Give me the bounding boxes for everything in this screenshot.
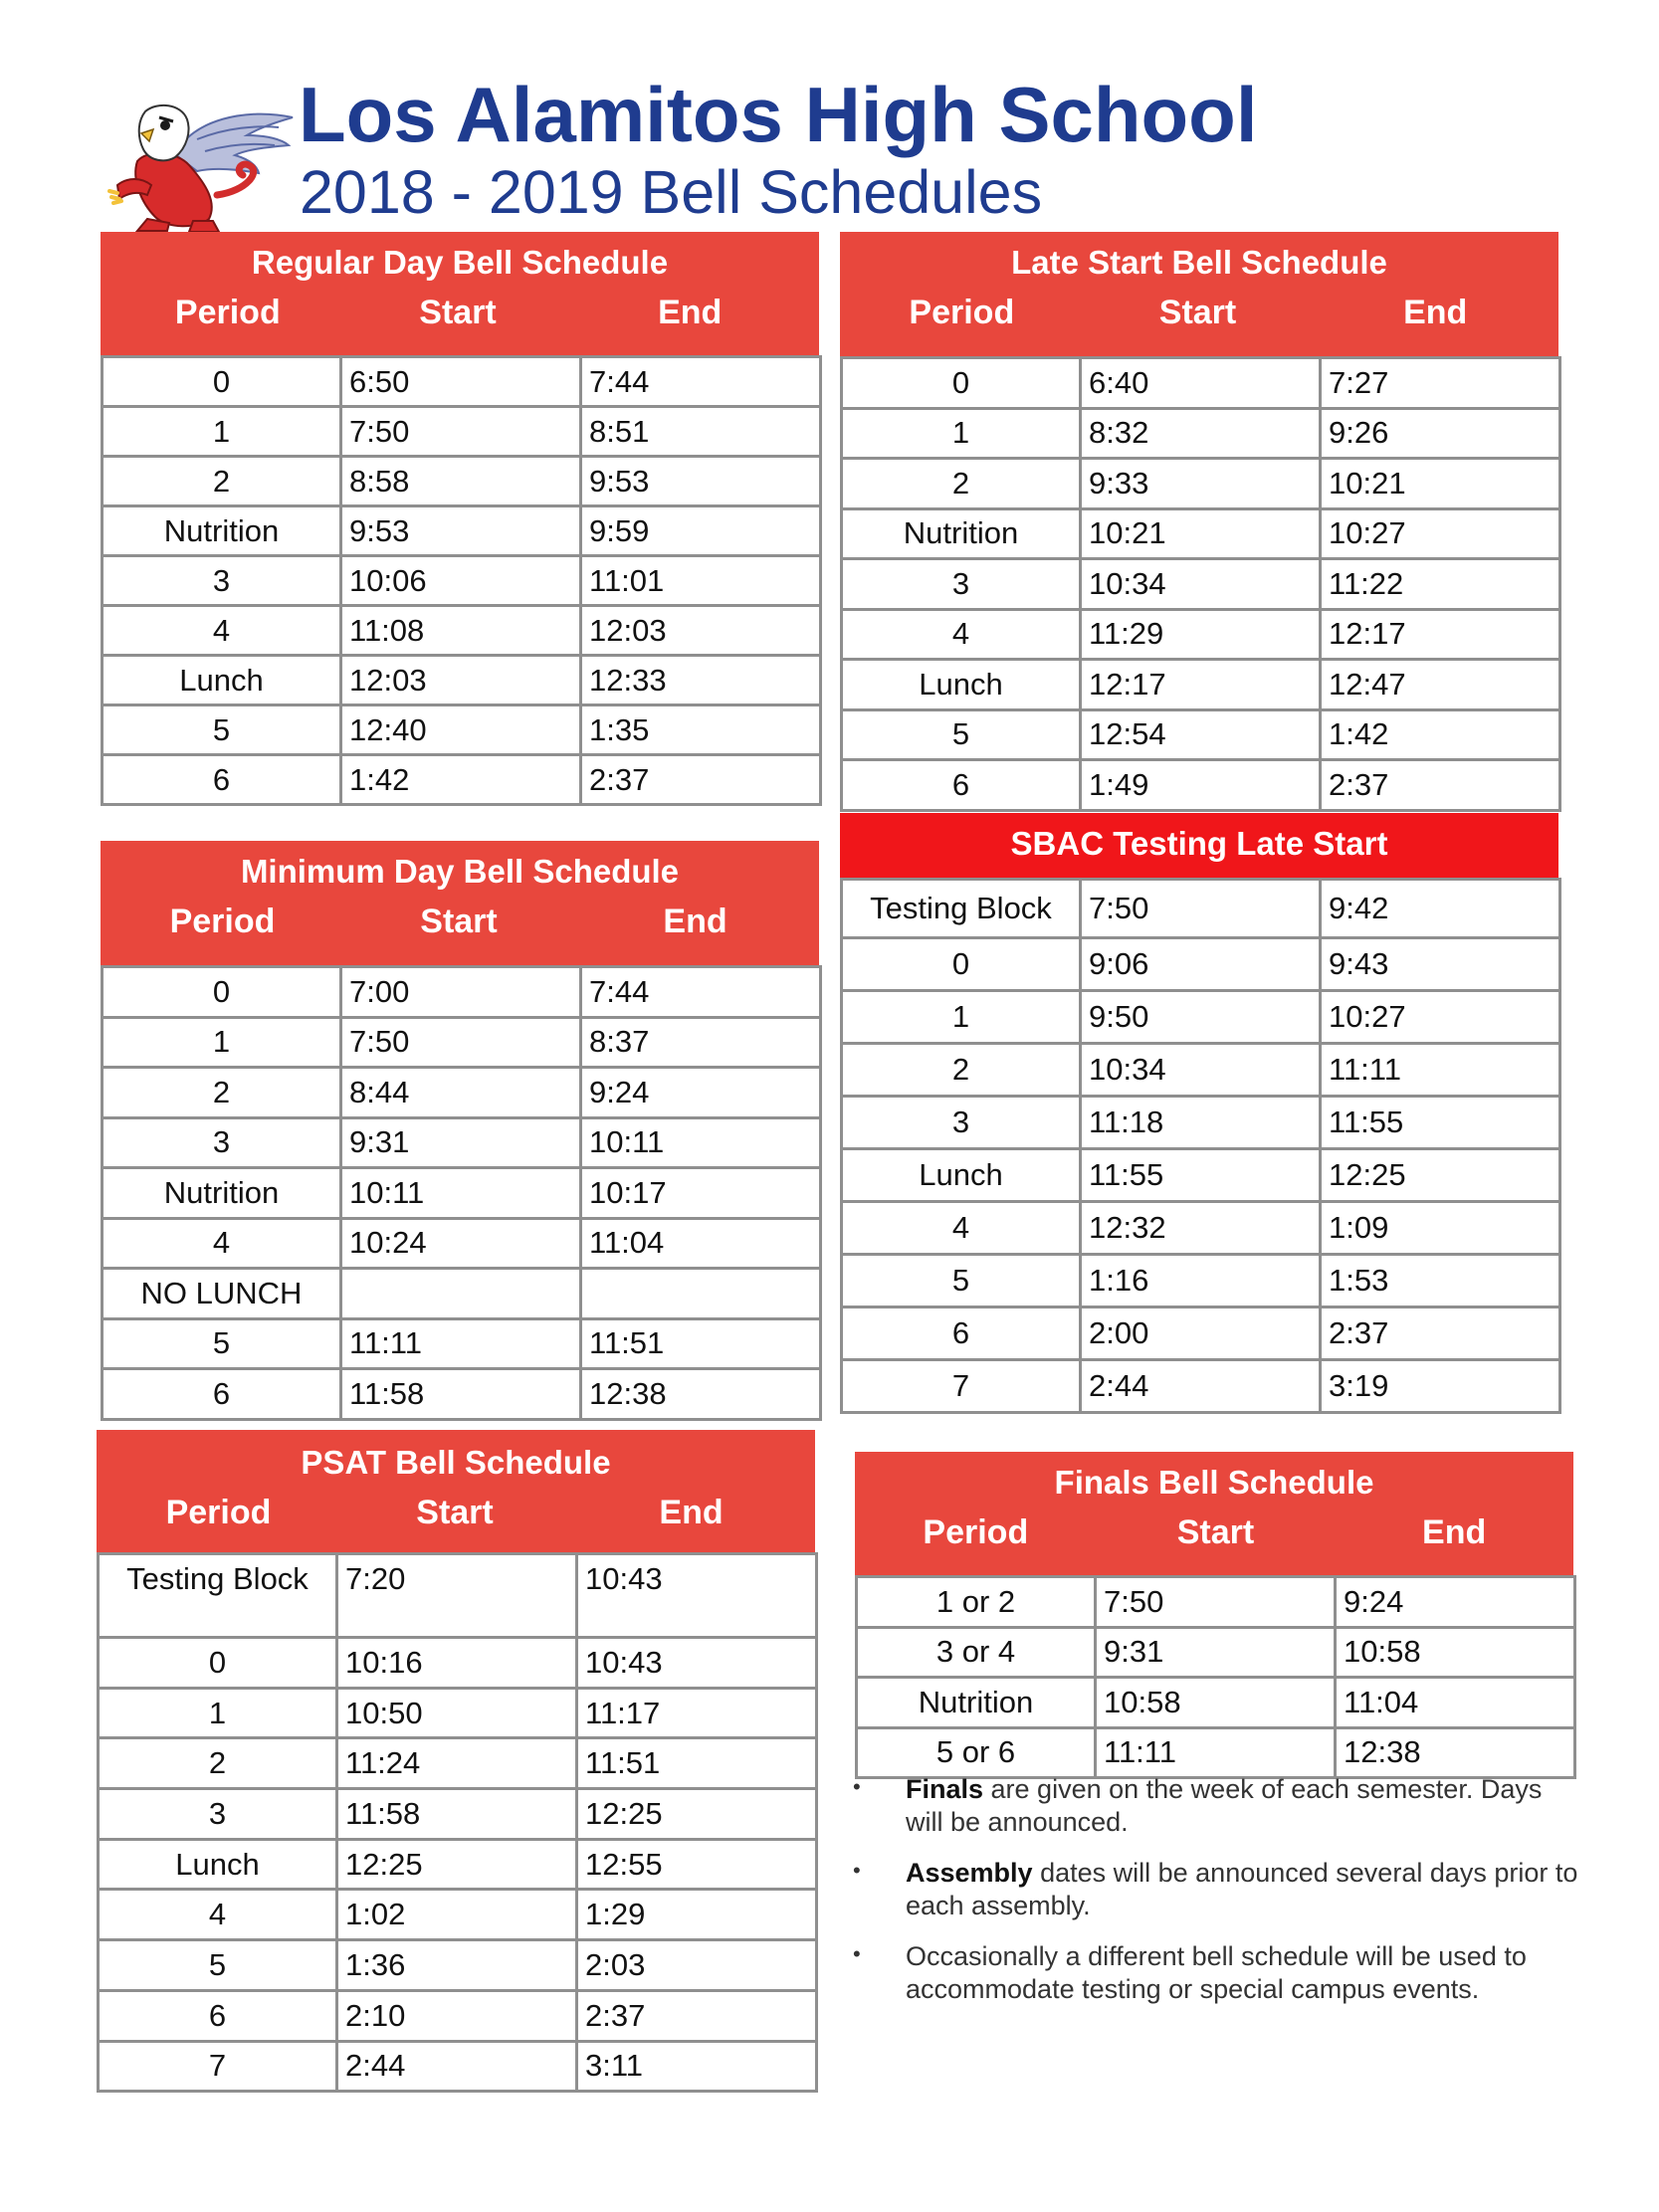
- start-time-cell: 1:02: [337, 1890, 577, 1940]
- period-cell: 3: [103, 1117, 341, 1168]
- schedule-row: [99, 1738, 817, 1789]
- start-time-cell: 7:50: [1096, 1577, 1336, 1628]
- schedule-row: [842, 559, 1560, 610]
- period-cell: 4: [99, 1890, 337, 1940]
- end-time-cell: 12:55: [577, 1839, 817, 1890]
- start-time-cell: 10:16: [337, 1638, 577, 1689]
- end-time-cell: 1:42: [1321, 709, 1560, 760]
- period-cell: Nutrition: [103, 506, 341, 556]
- end-time-cell: 9:42: [1321, 880, 1560, 938]
- end-time-cell: 10:27: [1321, 508, 1560, 559]
- start-time-cell: 11:11: [341, 1318, 581, 1369]
- period-cell: 5: [103, 705, 341, 755]
- bullet-icon: •: [853, 1857, 861, 1883]
- schedule-row: [103, 705, 821, 755]
- schedule-title: PSAT Bell Schedule: [301, 1444, 611, 1481]
- schedule-row: [103, 967, 821, 1018]
- schedule-row: [103, 1017, 821, 1068]
- period-cell: 1: [842, 991, 1081, 1044]
- end-time-cell: 2:03: [577, 1940, 817, 1991]
- schedule-row: [103, 1117, 821, 1168]
- end-column-header: End: [658, 294, 723, 331]
- period-cell: 3 or 4: [857, 1627, 1096, 1678]
- period-cell: 3: [99, 1789, 337, 1840]
- end-time-cell: 12:38: [1336, 1727, 1575, 1778]
- period-cell: 6: [842, 1307, 1081, 1360]
- start-time-cell: 10:06: [341, 556, 581, 606]
- schedule-header: [101, 841, 819, 965]
- schedule-row: [842, 609, 1560, 660]
- end-time-cell: 11:51: [581, 1318, 821, 1369]
- note-text: Occasionally a different bell schedule will be used to accommodate testing or special campus events.: [906, 1940, 1527, 2005]
- period-cell: 7: [99, 2041, 337, 2092]
- period-cell: 1: [99, 1688, 337, 1738]
- schedule-row: [99, 2041, 817, 2092]
- start-time-cell: 1:16: [1081, 1255, 1321, 1307]
- start-time-cell: 12:54: [1081, 709, 1321, 760]
- period-cell: 5: [842, 1255, 1081, 1307]
- schedule-table: [855, 1575, 1576, 1779]
- schedule-row: [842, 1097, 1560, 1149]
- start-time-cell: 10:34: [1081, 559, 1321, 610]
- schedule-title: Finals Bell Schedule: [1054, 1464, 1374, 1501]
- school-title: Los Alamitos High School: [299, 71, 1258, 158]
- schedule-table: [101, 355, 822, 806]
- start-time-cell: 2:44: [337, 2041, 577, 2092]
- period-cell: 2: [103, 1068, 341, 1118]
- period-cell: Nutrition: [103, 1168, 341, 1219]
- schedule-table: [101, 965, 822, 1421]
- period-cell: 0: [103, 967, 341, 1018]
- schedule-row: [103, 1218, 821, 1269]
- period-cell: 6: [99, 1990, 337, 2041]
- schedule-row: [842, 358, 1560, 409]
- sbac-testing-schedule: [840, 813, 1561, 1414]
- period-cell: 3: [842, 559, 1081, 610]
- note-finals: [849, 1773, 1585, 1840]
- notes-list: [849, 1773, 1585, 2024]
- end-time-cell: 11:11: [1321, 1044, 1560, 1097]
- schedule-title: SBAC Testing Late Start: [1010, 825, 1388, 862]
- schedule-row: [842, 1360, 1560, 1413]
- period-cell: 5 or 6: [857, 1727, 1096, 1778]
- start-time-cell: 9:50: [1081, 991, 1321, 1044]
- schedule-header: [840, 232, 1558, 356]
- start-time-cell: 7:00: [341, 967, 581, 1018]
- schedule-row: [842, 459, 1560, 509]
- period-cell: Lunch: [99, 1839, 337, 1890]
- start-time-cell: 12:32: [1081, 1202, 1321, 1255]
- psat-schedule: [97, 1430, 818, 2093]
- start-time-cell: 10:58: [1096, 1678, 1336, 1728]
- period-cell: 0: [99, 1638, 337, 1689]
- start-time-cell: 12:25: [337, 1839, 577, 1890]
- start-time-cell: 2:10: [337, 1990, 577, 2041]
- start-time-cell: 11:55: [1081, 1149, 1321, 1202]
- schedule-row: [103, 606, 821, 656]
- period-cell: 4: [842, 609, 1081, 660]
- start-time-cell: 1:42: [341, 755, 581, 805]
- schedule-row: [842, 1202, 1560, 1255]
- schedule-row: [103, 1369, 821, 1420]
- end-time-cell: 9:24: [581, 1068, 821, 1118]
- end-column-header: End: [1403, 294, 1468, 331]
- period-cell: 6: [842, 760, 1081, 811]
- end-time-cell: 11:04: [1336, 1678, 1575, 1728]
- schedule-title: Minimum Day Bell Schedule: [240, 853, 680, 890]
- start-column-header: Start: [419, 294, 497, 331]
- end-time-cell: 11:17: [577, 1688, 817, 1738]
- schedule-header: [840, 813, 1558, 878]
- regular-day-schedule: [101, 232, 822, 806]
- end-column-header: End: [663, 903, 727, 940]
- note-different-schedule: [849, 1940, 1585, 2007]
- schedule-row: [842, 1307, 1560, 1360]
- end-time-cell: 10:43: [577, 1638, 817, 1689]
- start-time-cell: 10:34: [1081, 1044, 1321, 1097]
- start-time-cell: 11:58: [337, 1789, 577, 1840]
- period-cell: 6: [103, 755, 341, 805]
- schedule-row: [842, 1149, 1560, 1202]
- period-cell: 7: [842, 1360, 1081, 1413]
- end-time-cell: 7:27: [1321, 358, 1560, 409]
- start-column-header: Start: [1158, 294, 1237, 331]
- note-text: dates will be announced several days prior to each assembly.: [906, 1857, 1578, 1921]
- period-cell: 4: [842, 1202, 1081, 1255]
- end-time-cell: 10:11: [581, 1117, 821, 1168]
- start-time-cell: 9:33: [1081, 459, 1321, 509]
- end-time-cell: 12:25: [577, 1789, 817, 1840]
- end-time-cell: 11:01: [581, 556, 821, 606]
- end-time-cell: 2:37: [581, 755, 821, 805]
- period-cell: 1: [842, 408, 1081, 459]
- end-time-cell: 1:29: [577, 1890, 817, 1940]
- end-time-cell: 1:09: [1321, 1202, 1560, 1255]
- schedule-row: [857, 1627, 1575, 1678]
- period-cell: 2: [103, 457, 341, 506]
- end-time-cell: 1:35: [581, 705, 821, 755]
- note-bold: Finals: [906, 1774, 984, 1804]
- schedule-title: Regular Day Bell Schedule: [251, 244, 669, 281]
- start-time-cell: 7:20: [337, 1554, 577, 1638]
- griffin-mascot-logo: [98, 100, 297, 234]
- period-cell: 5: [842, 709, 1081, 760]
- end-time-cell: 12:03: [581, 606, 821, 656]
- schedule-title: Late Start Bell Schedule: [1011, 244, 1387, 281]
- start-time-cell: 2:44: [1081, 1360, 1321, 1413]
- start-time-cell: 10:11: [341, 1168, 581, 1219]
- period-cell: 0: [842, 938, 1081, 991]
- period-column-header: Period: [169, 903, 276, 940]
- end-column-header: End: [659, 1494, 724, 1531]
- period-cell: 4: [103, 606, 341, 656]
- start-time-cell: 11:58: [341, 1369, 581, 1420]
- end-time-cell: 8:37: [581, 1017, 821, 1068]
- start-time-cell: 11:29: [1081, 609, 1321, 660]
- start-column-header: Start: [416, 1494, 494, 1531]
- late-start-schedule: [840, 232, 1561, 812]
- period-column-header: Period: [909, 294, 1015, 331]
- start-time-cell: 12:03: [341, 656, 581, 705]
- start-time-cell: 10:21: [1081, 508, 1321, 559]
- end-time-cell: 9:24: [1336, 1577, 1575, 1628]
- end-time-cell: 12:17: [1321, 609, 1560, 660]
- schedule-row: [842, 408, 1560, 459]
- period-cell: 5: [103, 1318, 341, 1369]
- end-time-cell: 9:59: [581, 506, 821, 556]
- schedule-header: [97, 1430, 815, 1552]
- period-cell: Lunch: [842, 1149, 1081, 1202]
- schedule-row: [103, 457, 821, 506]
- schedule-row: [99, 1688, 817, 1738]
- period-cell: Testing Block: [99, 1554, 337, 1638]
- schedule-row: [103, 1318, 821, 1369]
- start-time-cell: 11:08: [341, 606, 581, 656]
- schedule-row: [99, 1638, 817, 1689]
- schedule-row: [842, 760, 1560, 811]
- start-time-cell: 1:49: [1081, 760, 1321, 811]
- end-time-cell: 12:38: [581, 1369, 821, 1420]
- end-time-cell: 10:43: [577, 1554, 817, 1638]
- bullet-icon: •: [853, 1940, 861, 1966]
- start-time-cell: 2:00: [1081, 1307, 1321, 1360]
- start-time-cell: 1:36: [337, 1940, 577, 1991]
- start-time-cell: 9:53: [341, 506, 581, 556]
- end-time-cell: 12:47: [1321, 660, 1560, 710]
- start-time-cell: 11:18: [1081, 1097, 1321, 1149]
- start-time-cell: 11:11: [1096, 1727, 1336, 1778]
- start-time-cell: 12:17: [1081, 660, 1321, 710]
- start-time-cell: 6:50: [341, 357, 581, 407]
- note-bold: Assembly: [906, 1857, 1033, 1888]
- schedule-row: [103, 506, 821, 556]
- start-time-cell: 8:44: [341, 1068, 581, 1118]
- start-column-header: Start: [1176, 1513, 1255, 1551]
- start-time-cell: 9:31: [1096, 1627, 1336, 1678]
- schedule-row: [103, 656, 821, 705]
- period-cell: 3: [842, 1097, 1081, 1149]
- start-column-header: Start: [420, 903, 498, 940]
- schedule-row: [99, 1940, 817, 1991]
- period-cell: 2: [842, 1044, 1081, 1097]
- schedule-row: [103, 1269, 821, 1319]
- note-assembly: [849, 1857, 1585, 1923]
- end-time-cell: 3:11: [577, 2041, 817, 2092]
- end-time-cell: 2:37: [577, 1990, 817, 2041]
- start-time-cell: 9:06: [1081, 938, 1321, 991]
- end-time-cell: 9:43: [1321, 938, 1560, 991]
- period-cell: 1 or 2: [857, 1577, 1096, 1628]
- start-time-cell: 11:24: [337, 1738, 577, 1789]
- schedule-row: [99, 1839, 817, 1890]
- end-time-cell: 10:27: [1321, 991, 1560, 1044]
- schedule-row: [842, 880, 1560, 938]
- start-time-cell: 6:40: [1081, 358, 1321, 409]
- bullet-icon: •: [853, 1774, 861, 1799]
- start-time-cell: 7:50: [1081, 880, 1321, 938]
- schedule-subtitle: 2018 - 2019 Bell Schedules: [300, 158, 1043, 226]
- period-cell: 1: [103, 407, 341, 457]
- end-time-cell: 8:51: [581, 407, 821, 457]
- period-cell: 0: [842, 358, 1081, 409]
- start-time-cell: 9:31: [341, 1117, 581, 1168]
- end-time-cell: 7:44: [581, 967, 821, 1018]
- schedule-row: [103, 556, 821, 606]
- schedule-row: [103, 755, 821, 805]
- end-time-cell: 10:17: [581, 1168, 821, 1219]
- end-time-cell: 1:53: [1321, 1255, 1560, 1307]
- period-cell: 4: [103, 1218, 341, 1269]
- period-cell: Testing Block: [842, 880, 1081, 938]
- schedule-row: [99, 1789, 817, 1840]
- end-time-cell: 3:19: [1321, 1360, 1560, 1413]
- start-time-cell: 7:50: [341, 1017, 581, 1068]
- schedule-row: [842, 709, 1560, 760]
- start-time-cell: 10:50: [337, 1688, 577, 1738]
- period-cell: Lunch: [103, 656, 341, 705]
- schedule-row: [857, 1678, 1575, 1728]
- end-time-cell: 11:55: [1321, 1097, 1560, 1149]
- period-cell: 6: [103, 1369, 341, 1420]
- end-time-cell: 2:37: [1321, 1307, 1560, 1360]
- schedule-header: [101, 232, 819, 355]
- schedule-row: [99, 1890, 817, 1940]
- schedule-row: [857, 1577, 1575, 1628]
- period-column-header: Period: [923, 1513, 1029, 1551]
- end-time-cell: 12:25: [1321, 1149, 1560, 1202]
- schedule-row: [842, 1255, 1560, 1307]
- schedule-table: [840, 878, 1561, 1414]
- note-text: are given on the week of each semester. Days will be announced.: [906, 1774, 1543, 1838]
- period-cell: 2: [842, 459, 1081, 509]
- period-column-header: Period: [174, 294, 281, 331]
- finals-schedule: [855, 1452, 1576, 1779]
- schedule-row: [103, 407, 821, 457]
- schedule-row: [842, 938, 1560, 991]
- end-column-header: End: [1422, 1513, 1487, 1551]
- schedule-row: [103, 1068, 821, 1118]
- start-time-cell: 12:40: [341, 705, 581, 755]
- period-cell: 1: [103, 1017, 341, 1068]
- end-time-cell: 11:51: [577, 1738, 817, 1789]
- schedule-row: [99, 1990, 817, 2041]
- schedule-header: [855, 1452, 1573, 1575]
- schedule-row: [842, 991, 1560, 1044]
- period-cell: Lunch: [842, 660, 1081, 710]
- schedule-row: [842, 660, 1560, 710]
- start-time-cell: 8:58: [341, 457, 581, 506]
- period-cell: 2: [99, 1738, 337, 1789]
- start-time-cell: 10:24: [341, 1218, 581, 1269]
- end-time-cell: [581, 1269, 821, 1319]
- start-time-cell: [341, 1269, 581, 1319]
- end-time-cell: 9:53: [581, 457, 821, 506]
- schedule-table: [97, 1552, 818, 2093]
- end-time-cell: 10:58: [1336, 1627, 1575, 1678]
- schedule-row: [857, 1727, 1575, 1778]
- end-time-cell: 2:37: [1321, 760, 1560, 811]
- end-time-cell: 9:26: [1321, 408, 1560, 459]
- period-cell: 0: [103, 357, 341, 407]
- schedule-row: [842, 1044, 1560, 1097]
- end-time-cell: 11:22: [1321, 559, 1560, 610]
- schedule-row: [99, 1554, 817, 1638]
- schedule-row: [842, 508, 1560, 559]
- schedule-table: [840, 356, 1561, 812]
- start-time-cell: 8:32: [1081, 408, 1321, 459]
- end-time-cell: 7:44: [581, 357, 821, 407]
- period-cell: 3: [103, 556, 341, 606]
- period-cell: Nutrition: [857, 1678, 1096, 1728]
- minimum-day-schedule: [101, 841, 822, 1421]
- period-cell: 5: [99, 1940, 337, 1991]
- schedule-row: [103, 357, 821, 407]
- end-time-cell: 12:33: [581, 656, 821, 705]
- period-cell: Nutrition: [842, 508, 1081, 559]
- start-time-cell: 7:50: [341, 407, 581, 457]
- schedule-row: [103, 1168, 821, 1219]
- end-time-cell: 11:04: [581, 1218, 821, 1269]
- period-cell: NO LUNCH: [103, 1269, 341, 1319]
- end-time-cell: 10:21: [1321, 459, 1560, 509]
- period-column-header: Period: [165, 1494, 272, 1531]
